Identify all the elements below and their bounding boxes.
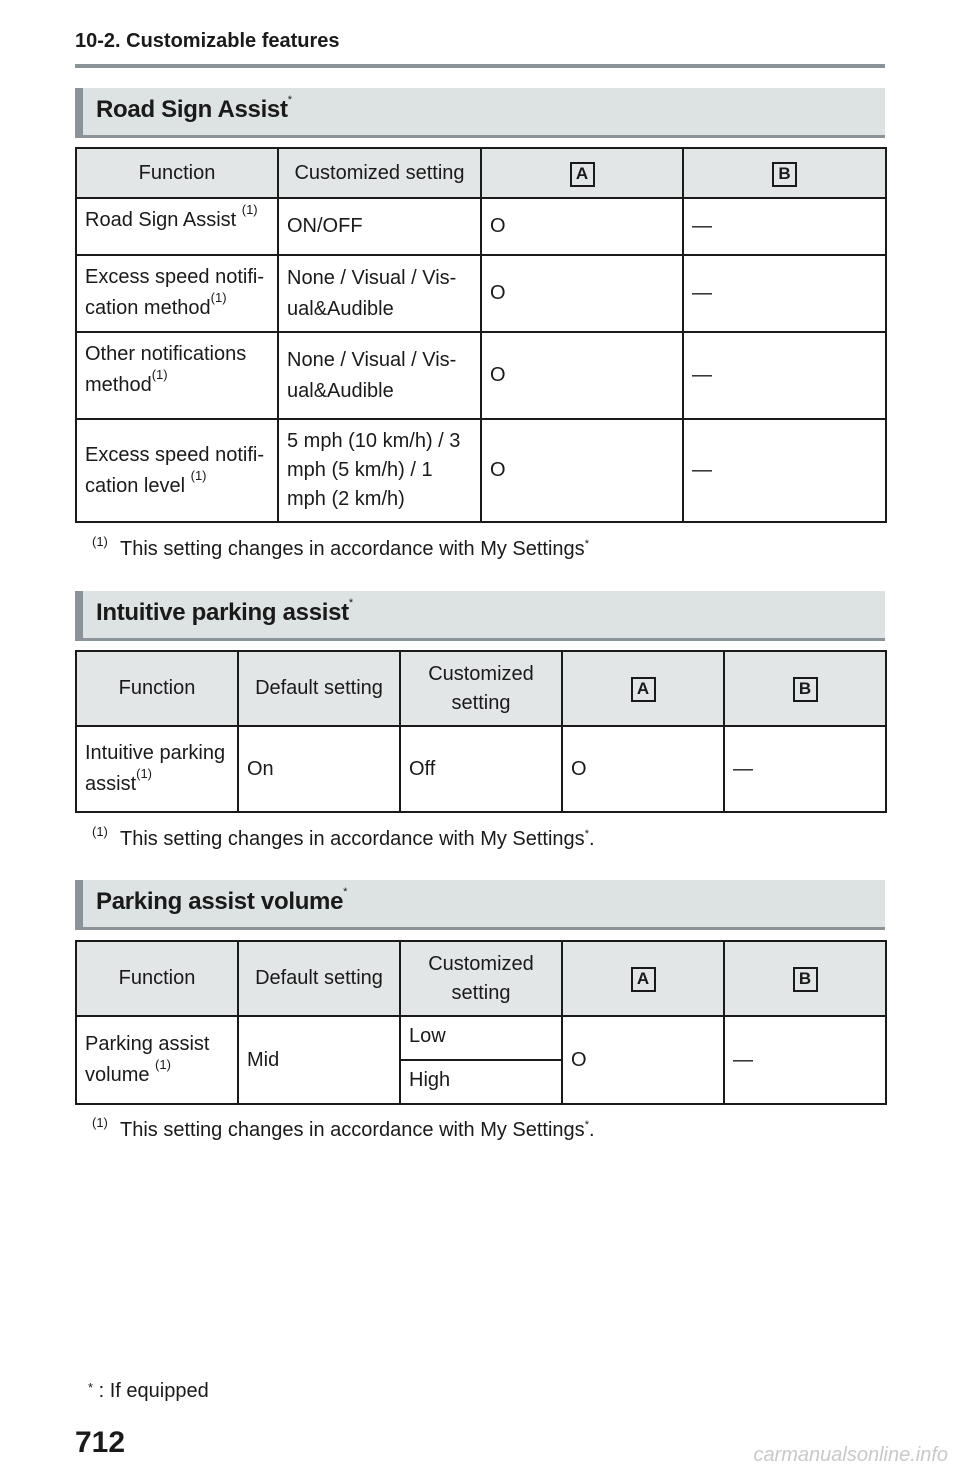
equipped-star: * xyxy=(88,1380,94,1395)
table-row xyxy=(76,726,886,812)
parking-assist-volume-table xyxy=(75,940,887,1105)
section-stripe xyxy=(75,880,83,927)
b-cell: — xyxy=(724,1016,886,1104)
footnote-star: * xyxy=(584,828,589,840)
column-header-a xyxy=(481,148,683,198)
table-footnote: (1) This setting changes in accordance with My Settings*. xyxy=(92,824,595,850)
a-cell: O xyxy=(562,726,724,812)
section-title: Intuitive parking assist xyxy=(96,599,349,626)
setting-cell-high: High xyxy=(400,1060,562,1104)
a-cell: O xyxy=(562,1016,724,1104)
a-cell: O xyxy=(481,332,683,419)
a-cell: O xyxy=(481,255,683,332)
b-cell: — xyxy=(683,198,886,255)
section-header-intuitive-parking-assist xyxy=(75,591,885,641)
equipped-mark: * xyxy=(343,886,348,898)
column-header-b xyxy=(724,941,886,1016)
badge-a: A xyxy=(631,677,656,702)
function-cell: Other notifications method$^{(1)}$ xyxy=(76,332,278,419)
footnote-mark: (1) xyxy=(92,824,108,839)
setting-cell: 5 mph (10 km/h) / 3 mph (5 km/h) / 1 mph (2 km/h) xyxy=(278,419,481,522)
watermark: carmanualsonline.info xyxy=(753,1444,948,1466)
section-stripe xyxy=(75,591,83,638)
page-number: 712 xyxy=(75,1426,126,1459)
footnote-star: * xyxy=(584,538,589,550)
table-row xyxy=(76,332,886,419)
badge-b: B xyxy=(793,677,818,702)
column-header-a xyxy=(562,651,724,726)
column-header-b xyxy=(724,651,886,726)
equipped-mark: * xyxy=(287,94,292,106)
section-header-road-sign-assist xyxy=(75,88,885,138)
badge-b: B xyxy=(772,162,797,187)
function-cell: Parking assist volume $^{(1)}$ xyxy=(76,1016,238,1104)
b-cell: — xyxy=(683,255,886,332)
table-row xyxy=(76,419,886,522)
section-title: Road Sign Assist xyxy=(96,96,288,123)
function-cell: Excess speed notifi- cation method$^{(1)}$ xyxy=(76,255,278,332)
setting-cell: None / Visual / Vis- ual&Audible xyxy=(278,255,481,332)
table-header-row xyxy=(76,148,886,198)
equipped-text: : If equipped xyxy=(98,1380,209,1402)
table-header-row xyxy=(76,651,886,726)
table-row xyxy=(76,198,886,255)
table-row xyxy=(76,255,886,332)
equipped-mark: * xyxy=(348,597,353,609)
section-header-parking-assist-volume xyxy=(75,880,885,930)
column-header-customized-setting: Customized setting xyxy=(278,148,481,198)
road-sign-assist-table xyxy=(75,147,887,523)
setting-cell: ON/OFF xyxy=(278,198,481,255)
table-footnote: (1) This setting changes in accordance with My Settings*. xyxy=(92,1115,595,1141)
setting-cell-low: Low xyxy=(400,1016,562,1060)
column-header-b xyxy=(683,148,886,198)
intuitive-parking-assist-table xyxy=(75,650,887,813)
chapter-heading: 10-2. Customizable features xyxy=(75,30,340,52)
column-header-function: Function xyxy=(76,148,278,198)
table-header-row xyxy=(76,941,886,1016)
if-equipped-note xyxy=(88,1380,209,1403)
badge-b: B xyxy=(793,967,818,992)
column-header-customized-setting: Customized setting xyxy=(400,941,562,1016)
b-cell: — xyxy=(724,726,886,812)
footnote-star: * xyxy=(584,1119,589,1131)
function-cell: Excess speed notifi- cation level $^{(1)}$ xyxy=(76,419,278,522)
column-header-function: Function xyxy=(76,941,238,1016)
footnote-mark: (1) xyxy=(92,1115,108,1130)
default-cell: On xyxy=(238,726,400,812)
column-header-a xyxy=(562,941,724,1016)
section-title: Parking assist volume xyxy=(96,888,344,915)
badge-a: A xyxy=(631,967,656,992)
function-cell: Road Sign Assist $^{(1)}$ xyxy=(76,198,278,255)
section-stripe xyxy=(75,88,83,135)
setting-cell: None / Visual / Vis- ual&Audible xyxy=(278,332,481,419)
column-header-default-setting: Default setting xyxy=(238,941,400,1016)
chapter-divider xyxy=(75,64,885,68)
table-footnote xyxy=(92,534,589,561)
function-cell: Intuitive parking assist$^{(1)}$ xyxy=(76,726,238,812)
setting-cell: Off xyxy=(400,726,562,812)
default-cell: Mid xyxy=(238,1016,400,1104)
footnote-mark: (1) xyxy=(92,534,108,549)
b-cell: — xyxy=(683,332,886,419)
b-cell: — xyxy=(683,419,886,522)
a-cell: O xyxy=(481,419,683,522)
column-header-default-setting: Default setting xyxy=(238,651,400,726)
column-header-function: Function xyxy=(76,651,238,726)
table-row xyxy=(76,1016,886,1060)
footnote-text: This setting changes in accordance with My Settings xyxy=(120,828,585,850)
footnote-text: This setting changes in accordance with My Settings xyxy=(120,538,585,560)
footnote-text: This setting changes in accordance with My Settings xyxy=(120,1119,585,1141)
column-header-customized-setting: Customized setting xyxy=(400,651,562,726)
a-cell: O xyxy=(481,198,683,255)
badge-a: A xyxy=(570,162,595,187)
